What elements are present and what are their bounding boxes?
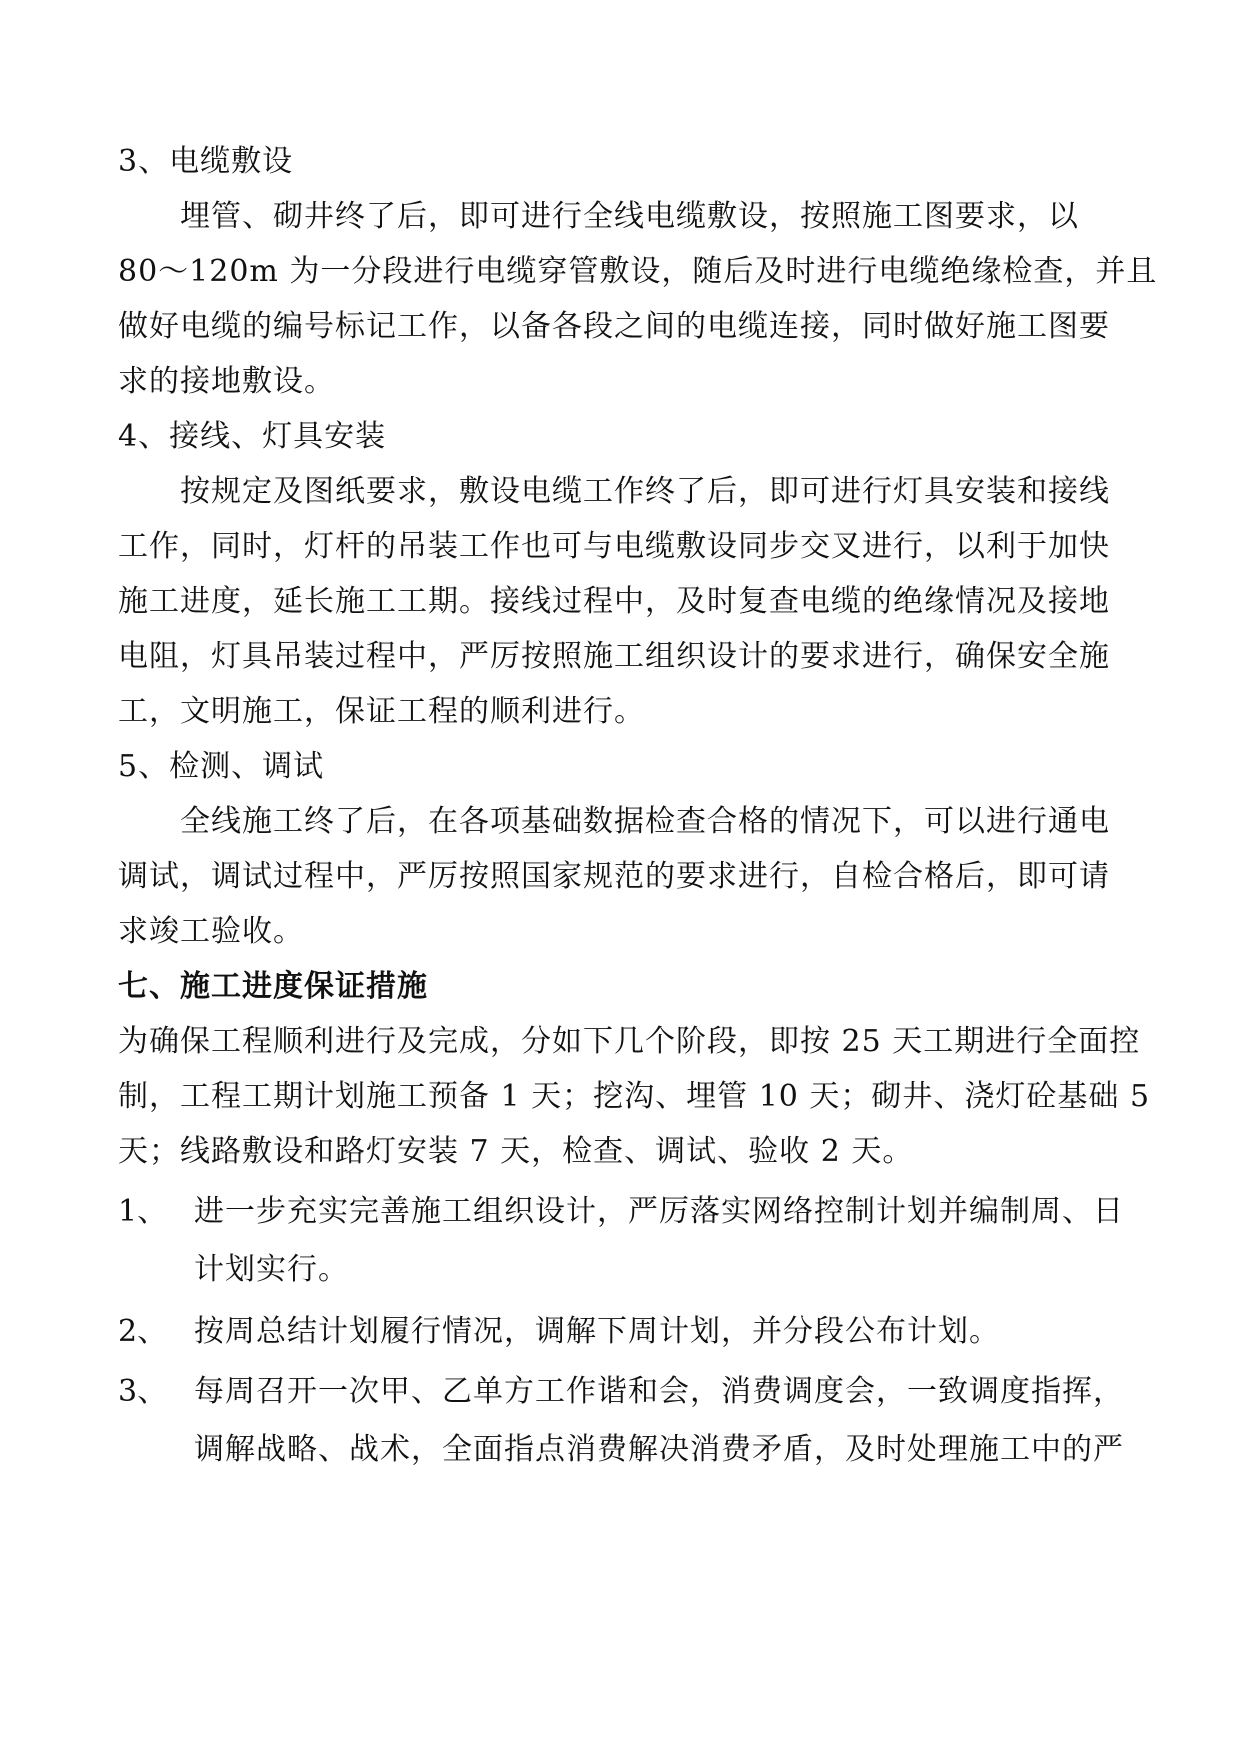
section-3-heading: 3、电缆敷设 [118, 144, 294, 179]
chapter-7-line-3: 天；线路敷设和路灯安装 7 天，检查、调试、验收 2 天。 [118, 1134, 914, 1169]
section-5-line-1: 全线施工终了后，在各项基础数据检查合格的情况下，可以进行通电 [180, 804, 1110, 839]
section-3-line-3: 做好电缆的编号标记工作，以备各段之间的电缆连接，同时做好施工图要 [118, 309, 1110, 344]
section-4-line-4: 电阻，灯具吊装过程中，严厉按照施工组织设计的要求进行，确保安全施 [118, 639, 1110, 674]
list-item-number: 1、 [118, 1194, 168, 1229]
section-5-line-2: 调试，调试过程中，严厉按照国家规范的要求进行，自检合格后，即可请 [118, 859, 1110, 894]
section-5-line-3: 求竣工验收。 [118, 914, 304, 949]
chapter-7-line-2: 制，工程工期计划施工预备 1 天；挖沟、埋管 10 天；砌井、浇灯砼基础 5 [118, 1079, 1151, 1114]
section-4-heading: 4、接线、灯具安装 [118, 419, 387, 454]
section-3-line-1: 埋管、砌井终了后，即可进行全线电缆敷设，按照施工图要求，以 [180, 199, 1079, 234]
chapter-7-heading: 七、施工进度保证措施 [118, 969, 428, 1004]
chapter-7-line-1: 为确保工程顺利进行及完成，分如下几个阶段，即按 25 天工期进行全面控 [118, 1024, 1141, 1059]
list-item-text: 每周召开一次甲、乙单方工作谐和会，消费调度会，一致调度指挥， [194, 1374, 1124, 1409]
list-item-text-continued: 调解战略、战术，全面指点消费解决消费矛盾，及时处理施工中的严 [194, 1432, 1124, 1467]
section-4-line-3: 施工进度，延长施工工期。接线过程中，及时复查电缆的绝缘情况及接地 [118, 584, 1110, 619]
section-5-heading: 5、检测、调试 [118, 749, 325, 784]
list-item-text: 进一步充实完善施工组织设计，严厉落实网络控制计划并编制周、日 [194, 1194, 1124, 1229]
section-4-line-5: 工，文明施工，保证工程的顺利进行。 [118, 694, 645, 729]
section-3-line-4: 求的接地敷设。 [118, 364, 335, 399]
list-item-number: 2、 [118, 1314, 168, 1349]
list-item-number: 3、 [118, 1374, 168, 1409]
list-item-text: 按周总结计划履行情况，调解下周计划，并分段公布计划。 [194, 1314, 1000, 1349]
list-item-text-continued: 计划实行。 [194, 1252, 349, 1287]
section-4-line-2: 工作，同时，灯杆的吊装工作也可与电缆敷设同步交叉进行，以利于加快 [118, 529, 1110, 564]
section-4-line-1: 按规定及图纸要求，敷设电缆工作终了后，即可进行灯具安装和接线 [180, 474, 1110, 509]
section-3-line-2: 80～120m 为一分段进行电缆穿管敷设，随后及时进行电缆绝缘检查，并且 [118, 254, 1158, 289]
